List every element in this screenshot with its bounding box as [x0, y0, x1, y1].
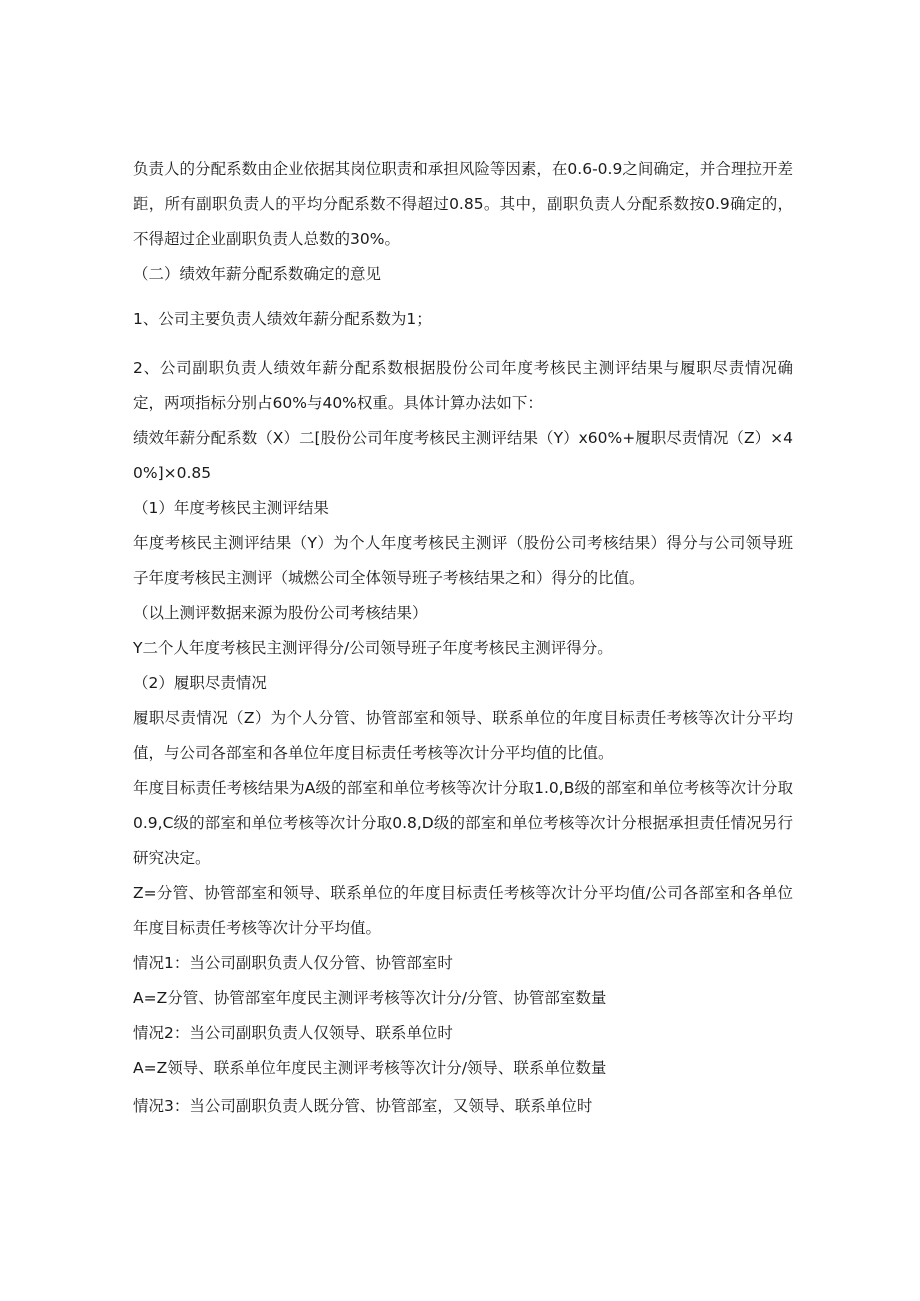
paragraph-z-formula: Z=分管、协管部室和领导、联系单位的年度目标责任考核等次计分平均值/公司各部室和各单位年度目标责任考核等次计分平均值。	[133, 884, 793, 937]
paragraph-case-2: 情况2：当公司副职负责人仅领导、联系单位时	[133, 1024, 453, 1042]
paragraph-data-source: （以上测评数据来源为股份公司考核结果）	[133, 604, 428, 622]
document-body	[133, 152, 793, 1124]
paragraph-y-definition: 年度考核民主测评结果（Y）为个人年度考核民主测评（股份公司考核结果）得分与公司领导班子年度考核民主测评（城燃公司全体领导班子考核结果之和）得分的比值。	[133, 534, 793, 587]
paragraph-case-3: 情况3：当公司副职负责人既分管、协管部室，又领导、联系单位时	[133, 1097, 593, 1115]
section-heading-performance-coefficient: （二）绩效年薪分配系数确定的意见	[133, 265, 382, 283]
paragraph-case-1: 情况1：当公司副职负责人仅分管、协管部室时	[133, 954, 453, 972]
paragraph-y-formula: Y二个人年度考核民主测评得分/公司领导班子年度考核民主测评得分。	[133, 639, 613, 657]
paragraph-grade-scoring: 年度目标责任考核结果为A级的部室和单位考核等次计分取1.0,B级的部室和单位考核等次计分取0.9,C级的部室和单位考核等次计分取0.8,D级的部室和单位考核等次计分根据承担责任情况另行研究决定。	[133, 779, 793, 867]
subheading-annual-assessment: （1）年度考核民主测评结果	[133, 499, 329, 517]
paragraph-item-1: 1、公司主要负责人绩效年薪分配系数为1；	[133, 310, 432, 328]
paragraph-case-1-formula: A=Z分管、协管部室年度民主测评考核等次计分/分管、协管部室数量	[133, 989, 607, 1007]
paragraph-item-2: 2、公司副职负责人绩效年薪分配系数根据股份公司年度考核民主测评结果与履职尽责情况确定，两项指标分别占60%与40%权重。具体计算办法如下：	[133, 359, 793, 412]
paragraph-formula: 绩效年薪分配系数（X）二[股份公司年度考核民主测评结果（Y）x60%+履职尽责情况（Z）×40%]×0.85	[133, 429, 793, 482]
paragraph-z-definition: 履职尽责情况（Z）为个人分管、协管部室和领导、联系单位的年度目标责任考核等次计分平均值，与公司各部室和各单位年度目标责任考核等次计分平均值的比值。	[133, 709, 793, 762]
paragraph-coefficient-range: 负责人的分配系数由企业依据其岗位职责和承担风险等因素，在0.6-0.9之间确定，并合理拉开差距，所有副职负责人的平均分配系数不得超过0.85。其中，副职负责人分配系数按0.9确定的，不得超过企业副职负责人总数的30%。	[133, 160, 793, 248]
paragraph-case-2-formula: A=Z领导、联系单位年度民主测评考核等次计分/领导、联系单位数量	[133, 1059, 607, 1077]
subheading-duty-performance: （2）履职尽责情况	[133, 674, 267, 692]
